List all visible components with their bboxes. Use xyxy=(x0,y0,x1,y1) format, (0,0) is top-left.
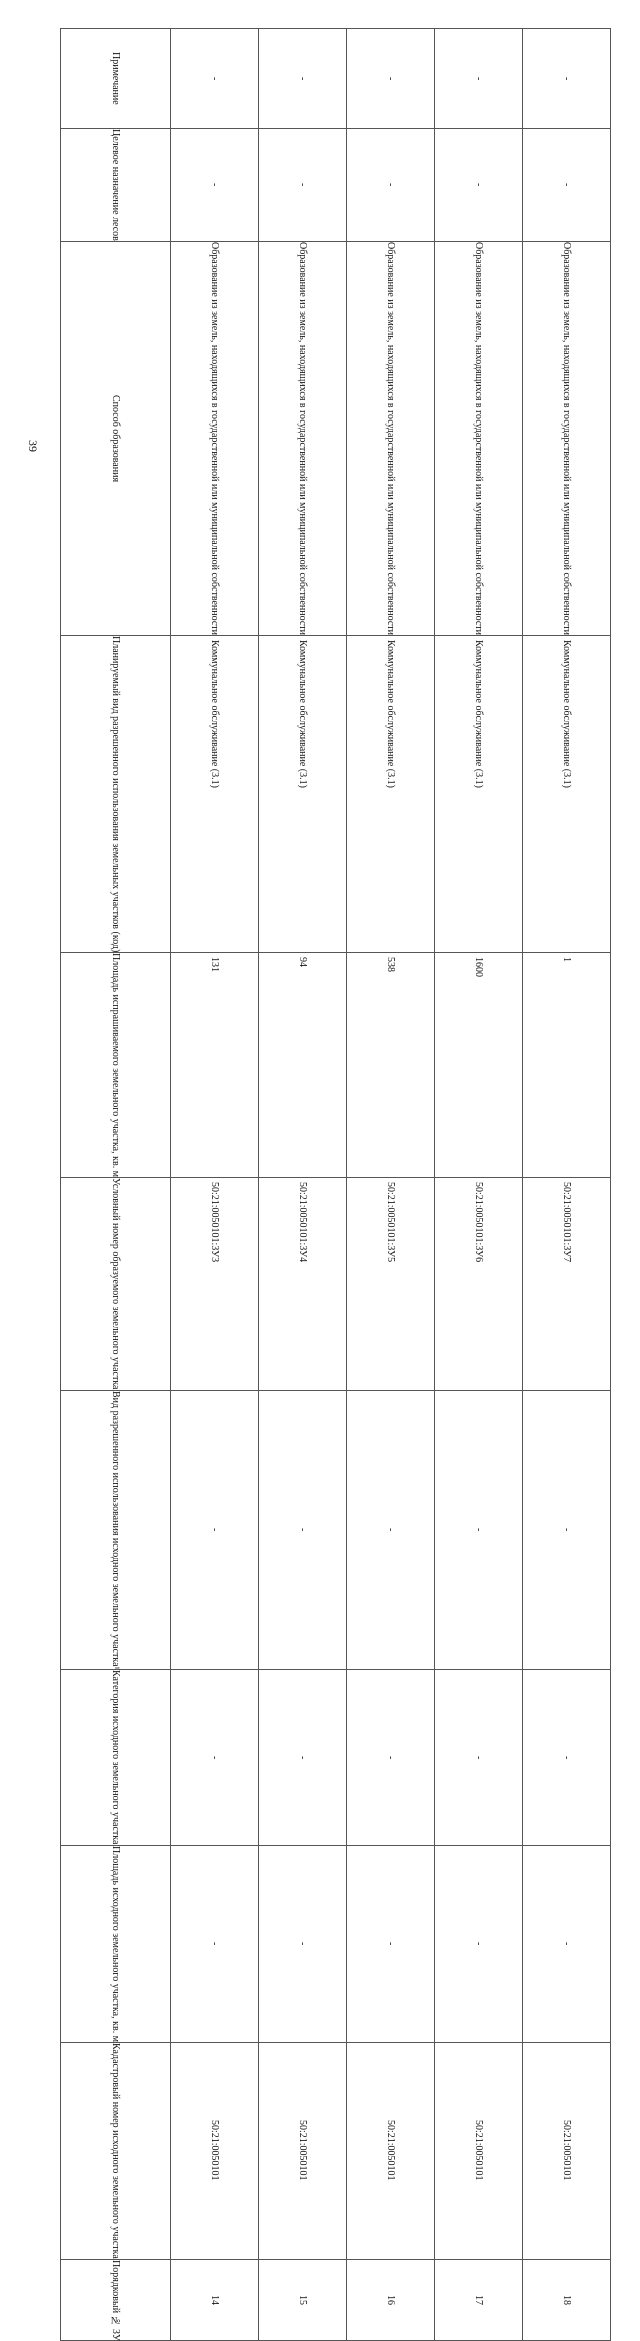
header-src-category: Категория исходного земельного участка xyxy=(61,1670,171,1845)
cell-area-4: 1 xyxy=(523,953,611,1178)
cell-area-2: 538 xyxy=(347,953,435,1178)
cell-seq-2: 16 xyxy=(347,2259,435,2341)
cell-src-area-1: - xyxy=(259,1845,347,2042)
header-forest: Целевое назначение лесов xyxy=(61,129,171,242)
cell-seq-4: 18 xyxy=(523,2259,611,2341)
cell-src-area-4: - xyxy=(523,1845,611,2042)
cell-cond-number-2: 50:21:0050101:ЗУ5 xyxy=(347,1178,435,1390)
cell-planned-use-4: Коммунальное обслуживание (3.1) xyxy=(523,635,611,952)
header-seq: Порядковый № ЗУ xyxy=(61,2259,171,2341)
row-cond-number xyxy=(61,1178,611,1390)
cell-src-category-4: - xyxy=(523,1670,611,1845)
cell-src-use-1: - xyxy=(259,1390,347,1670)
cell-forest-2: - xyxy=(347,129,435,242)
row-note xyxy=(61,29,611,129)
cell-area-3: 1600 xyxy=(435,953,523,1178)
cell-method-4: Образование из земель, находящихся в государственной или муниципальной собственности xyxy=(523,241,611,635)
cell-area-1: 94 xyxy=(259,953,347,1178)
row-forest xyxy=(61,129,611,242)
cell-planned-use-2: Коммунальное обслуживание (3.1) xyxy=(347,635,435,952)
cell-src-use-4: - xyxy=(523,1390,611,1670)
cell-src-category-2: - xyxy=(347,1670,435,1845)
cell-method-3: Образование из земель, находящихся в государственной или муниципальной собственности xyxy=(435,241,523,635)
cell-cadastral-0: 50:21:0050101 xyxy=(171,2042,259,2259)
cell-src-use-3: - xyxy=(435,1390,523,1670)
row-area xyxy=(61,953,611,1178)
cell-seq-0: 14 xyxy=(171,2259,259,2341)
row-cadastral xyxy=(61,2042,611,2259)
cell-forest-0: - xyxy=(171,129,259,242)
cell-method-2: Образование из земель, находящихся в государственной или муниципальной собственности xyxy=(347,241,435,635)
row-src-category xyxy=(61,1670,611,1845)
cell-seq-3: 17 xyxy=(435,2259,523,2341)
cell-planned-use-1: Коммунальное обслуживание (3.1) xyxy=(259,635,347,952)
cell-cadastral-1: 50:21:0050101 xyxy=(259,2042,347,2259)
cell-note-3: - xyxy=(435,29,523,129)
cell-cond-number-3: 50:21:0050101:ЗУ6 xyxy=(435,1178,523,1390)
cell-src-use-0: - xyxy=(171,1390,259,1670)
cell-planned-use-3: Коммунальное обслуживание (3.1) xyxy=(435,635,523,952)
header-note: Примечание xyxy=(61,29,171,129)
cell-forest-1: - xyxy=(259,129,347,242)
cell-planned-use-0: Коммунальное обслуживание (3.1) xyxy=(171,635,259,952)
cell-cond-number-1: 50:21:0050101:ЗУ4 xyxy=(259,1178,347,1390)
cell-method-1: Образование из земель, находящихся в государственной или муниципальной собственности xyxy=(259,241,347,635)
cell-note-1: - xyxy=(259,29,347,129)
cell-note-4: - xyxy=(523,29,611,129)
page-number: 39 xyxy=(26,440,40,452)
cell-cadastral-3: 50:21:0050101 xyxy=(435,2042,523,2259)
cell-cond-number-0: 50:21:0050101:ЗУ3 xyxy=(171,1178,259,1390)
row-seq xyxy=(61,2259,611,2341)
row-src-area xyxy=(61,1845,611,2042)
header-src-use: Вид разрешенного использования исходного земельного участка¹ xyxy=(61,1390,171,1670)
row-src-use xyxy=(61,1390,611,1670)
header-src-area: Площадь исходного земельного участка, кв. м xyxy=(61,1845,171,2042)
cell-src-use-2: - xyxy=(347,1390,435,1670)
cell-src-area-2: - xyxy=(347,1845,435,2042)
header-planned-use: Планируемый вид разрешенного использования земельных участков (код) xyxy=(61,635,171,952)
cell-cadastral-4: 50:21:0050101 xyxy=(523,2042,611,2259)
cell-cond-number-4: 50:21:0050101:ЗУ7 xyxy=(523,1178,611,1390)
cell-cadastral-2: 50:21:0050101 xyxy=(347,2042,435,2259)
cell-src-category-3: - xyxy=(435,1670,523,1845)
land-plots-table xyxy=(60,28,610,2341)
header-area: Площадь испрашиваемого земельного участка, кв. м xyxy=(61,953,171,1178)
cell-src-category-1: - xyxy=(259,1670,347,1845)
header-method: Способ образования xyxy=(61,241,171,635)
cell-src-area-3: - xyxy=(435,1845,523,2042)
row-planned-use xyxy=(61,635,611,952)
header-cadastral: Кадастровый номер исходного земельного участка xyxy=(61,2042,171,2259)
cell-seq-1: 15 xyxy=(259,2259,347,2341)
cell-note-2: - xyxy=(347,29,435,129)
cell-src-area-0: - xyxy=(171,1845,259,2042)
cell-forest-3: - xyxy=(435,129,523,242)
cell-forest-4: - xyxy=(523,129,611,242)
cell-src-category-0: - xyxy=(171,1670,259,1845)
row-method xyxy=(61,241,611,635)
cell-area-0: 131 xyxy=(171,953,259,1178)
header-cond-number: Условный номер образуемого земельного участка xyxy=(61,1178,171,1390)
cell-method-0: Образование из земель, находящихся в государственной или муниципальной собственности xyxy=(171,241,259,635)
cell-note-0: - xyxy=(171,29,259,129)
